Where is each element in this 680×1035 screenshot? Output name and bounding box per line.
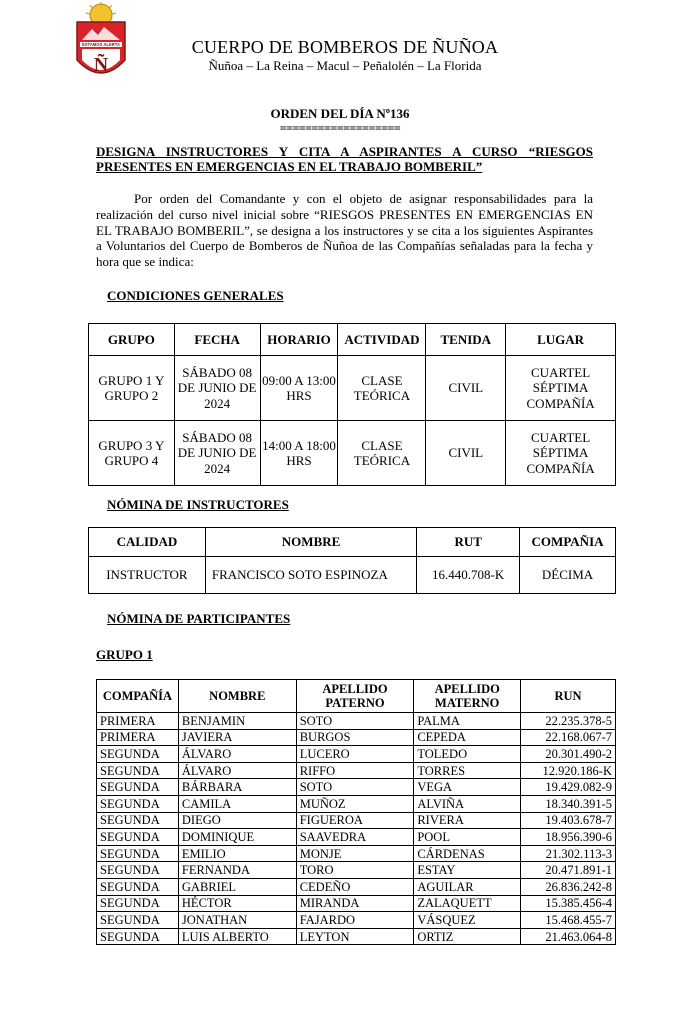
order-title: ORDEN DEL DÍA Nº136 <box>270 106 410 121</box>
table-cell: 22.235.378-5 <box>521 713 616 730</box>
table-cell: SEGUNDA <box>97 862 179 879</box>
table-cell: SEGUNDA <box>97 795 179 812</box>
table-cell: FRANCISCO SOTO ESPINOZA <box>205 557 416 594</box>
table-cell: CLASE TEÓRICA <box>338 421 426 486</box>
table-cell: 21.463.064-8 <box>521 928 616 945</box>
table-cell: FAJARDO <box>296 912 414 929</box>
table-cell: VEGA <box>414 779 521 796</box>
table-cell: PRIMERA <box>97 729 179 746</box>
participants-section-title: NÓMINA DE PARTICIPANTES <box>107 611 291 626</box>
table-cell: 09:00 A 13:00 HRS <box>260 356 338 421</box>
table-cell: 19.429.082-9 <box>521 779 616 796</box>
table-cell: FERNANDA <box>178 862 296 879</box>
table-row <box>97 779 616 796</box>
table-row <box>97 912 616 929</box>
organization-communes: Ñuñoa – La Reina – Macul – Peñalolén – La Florida <box>208 58 482 73</box>
table-cell: HÉCTOR <box>178 895 296 912</box>
table-cell: ALVIÑA <box>414 795 521 812</box>
table-cell: TORRES <box>414 762 521 779</box>
table-cell: JONATHAN <box>178 912 296 929</box>
table-cell: CIVIL <box>426 421 506 486</box>
table-cell: CUARTEL SÉPTIMA COMPAÑÍA <box>506 356 616 421</box>
table-cell: SOTO <box>296 713 414 730</box>
table-cell: 18.340.391-5 <box>521 795 616 812</box>
table-cell: SÁBADO 08 DE JUNIO DE 2024 <box>174 421 260 486</box>
table-cell: 18.956.390-6 <box>521 829 616 846</box>
table-cell: 20.301.490-2 <box>521 746 616 763</box>
order-separator: =================== <box>279 121 401 135</box>
table-cell: BURGOS <box>296 729 414 746</box>
table-cell: LUCERO <box>296 746 414 763</box>
column-header: ACTIVIDAD <box>338 324 426 356</box>
table-cell: CEDEÑO <box>296 878 414 895</box>
table-cell: POOL <box>414 829 521 846</box>
order-intro-paragraph: Por orden del Comandante y con el objeto de asignar responsabilidades para la realización del curso nivel inicial sobre “RIESGOS PRESENTES EN EMERGENCIAS EN EL TRABAJO BOMBERIL”, se designa a los instructores y se cita a los siguientes Aspirantes a Voluntarios del Cuerpo de Bomberos de Ñuñoa de las Compañías señaladas para la fecha y hora que se indica: <box>96 191 593 270</box>
column-header: NOMBRE <box>205 528 416 557</box>
table-header-row <box>89 324 616 356</box>
table-cell: 19.403.678-7 <box>521 812 616 829</box>
column-header: FECHA <box>174 324 260 356</box>
instructors-table <box>88 527 616 594</box>
table-row <box>97 845 616 862</box>
table-cell: 15.385.456-4 <box>521 895 616 912</box>
table-cell: CLASE TEÓRICA <box>338 356 426 421</box>
column-header: RUN <box>521 680 616 713</box>
column-header: COMPAÑÍA <box>97 680 179 713</box>
logo-motto: ESTAMOS ALERTA <box>81 42 121 47</box>
conditions-table <box>88 323 616 486</box>
table-cell: MONJE <box>296 845 414 862</box>
column-header: GRUPO <box>89 324 175 356</box>
table-cell: SEGUNDA <box>97 845 179 862</box>
table-cell: 20.471.891-1 <box>521 862 616 879</box>
table-cell: 22.168.067-7 <box>521 729 616 746</box>
table-row <box>89 421 616 486</box>
table-cell: SEGUNDA <box>97 895 179 912</box>
column-header: NOMBRE <box>178 680 296 713</box>
table-cell: CIVIL <box>426 356 506 421</box>
order-subject: DESIGNA INSTRUCTORES Y CITA A ASPIRANTES A CURSO “RIESGOS PRESENTES EN EMERGENCIAS EN EL TRABAJO BOMBERIL” <box>96 144 593 174</box>
table-cell: SOTO <box>296 779 414 796</box>
column-header: CALIDAD <box>89 528 206 557</box>
table-header-row <box>89 528 616 557</box>
table-cell: CÁRDENAS <box>414 845 521 862</box>
table-cell: SEGUNDA <box>97 762 179 779</box>
table-cell: SEGUNDA <box>97 779 179 796</box>
table-cell: PALMA <box>414 713 521 730</box>
table-cell: SEGUNDA <box>97 746 179 763</box>
table-cell: ESTAY <box>414 862 521 879</box>
participants-table <box>96 679 616 945</box>
table-cell: ORTIZ <box>414 928 521 945</box>
instructors-section-title: NÓMINA DE INSTRUCTORES <box>107 497 289 512</box>
table-cell: PRIMERA <box>97 713 179 730</box>
table-cell: CEPEDA <box>414 729 521 746</box>
table-row <box>97 878 616 895</box>
table-cell: FIGUEROA <box>296 812 414 829</box>
table-cell: CAMILA <box>178 795 296 812</box>
table-cell: INSTRUCTOR <box>89 557 206 594</box>
column-header: RUT <box>417 528 520 557</box>
table-row <box>97 713 616 730</box>
participants-table-body <box>97 713 616 945</box>
table-cell: ÁLVARO <box>178 762 296 779</box>
table-cell: BENJAMIN <box>178 713 296 730</box>
table-cell: RIVERA <box>414 812 521 829</box>
column-header: APELLIDO PATERNO <box>296 680 414 713</box>
table-row <box>97 795 616 812</box>
group-title: GRUPO 1 <box>96 647 153 662</box>
organization-name: CUERPO DE BOMBEROS DE ÑUÑOA <box>191 37 499 57</box>
column-header: LUGAR <box>506 324 616 356</box>
table-cell: RIFFO <box>296 762 414 779</box>
table-header-row <box>97 680 616 713</box>
table-cell: DOMINIQUE <box>178 829 296 846</box>
table-cell: AGUILAR <box>414 878 521 895</box>
table-row <box>97 762 616 779</box>
table-cell: 15.468.455-7 <box>521 912 616 929</box>
table-row <box>97 812 616 829</box>
table-cell: 12.920.186-K <box>521 762 616 779</box>
column-header: APELLIDO MATERNO <box>414 680 521 713</box>
table-cell: 26.836.242-8 <box>521 878 616 895</box>
table-row <box>97 729 616 746</box>
table-cell: SÁBADO 08 DE JUNIO DE 2024 <box>174 356 260 421</box>
table-cell: 21.302.113-3 <box>521 845 616 862</box>
table-cell: GRUPO 1 Y GRUPO 2 <box>89 356 175 421</box>
column-header: HORARIO <box>260 324 338 356</box>
table-row <box>89 356 616 421</box>
table-cell: MIRANDA <box>296 895 414 912</box>
table-cell: ÁLVARO <box>178 746 296 763</box>
table-cell: TORO <box>296 862 414 879</box>
table-cell: DIEGO <box>178 812 296 829</box>
table-row <box>97 746 616 763</box>
table-cell: DÉCIMA <box>520 557 616 594</box>
table-cell: MUÑOZ <box>296 795 414 812</box>
table-cell: SEGUNDA <box>97 829 179 846</box>
table-cell: SEGUNDA <box>97 928 179 945</box>
fire-department-logo <box>74 2 128 84</box>
table-row <box>97 829 616 846</box>
table-row <box>97 895 616 912</box>
table-cell: GRUPO 3 Y GRUPO 4 <box>89 421 175 486</box>
table-cell: 14:00 A 18:00 HRS <box>260 421 338 486</box>
table-cell: LEYTON <box>296 928 414 945</box>
table-cell: ZALAQUETT <box>414 895 521 912</box>
table-cell: 16.440.708-K <box>417 557 520 594</box>
table-cell: EMILIO <box>178 845 296 862</box>
table-cell: BÁRBARA <box>178 779 296 796</box>
table-cell: SEGUNDA <box>97 912 179 929</box>
table-row <box>89 557 616 594</box>
table-cell: TOLEDO <box>414 746 521 763</box>
table-cell: LUIS ALBERTO <box>178 928 296 945</box>
table-cell: SEGUNDA <box>97 878 179 895</box>
table-cell: GABRIEL <box>178 878 296 895</box>
column-header: COMPAÑIA <box>520 528 616 557</box>
table-cell: JAVIERA <box>178 729 296 746</box>
table-cell: SAAVEDRA <box>296 829 414 846</box>
table-row <box>97 862 616 879</box>
logo-letter: Ñ <box>93 54 109 76</box>
table-cell: SEGUNDA <box>97 812 179 829</box>
table-row <box>97 928 616 945</box>
column-header: TENIDA <box>426 324 506 356</box>
table-cell: VÁSQUEZ <box>414 912 521 929</box>
conditions-section-title: CONDICIONES GENERALES <box>107 288 284 303</box>
table-cell: CUARTEL SÉPTIMA COMPAÑÍA <box>506 421 616 486</box>
